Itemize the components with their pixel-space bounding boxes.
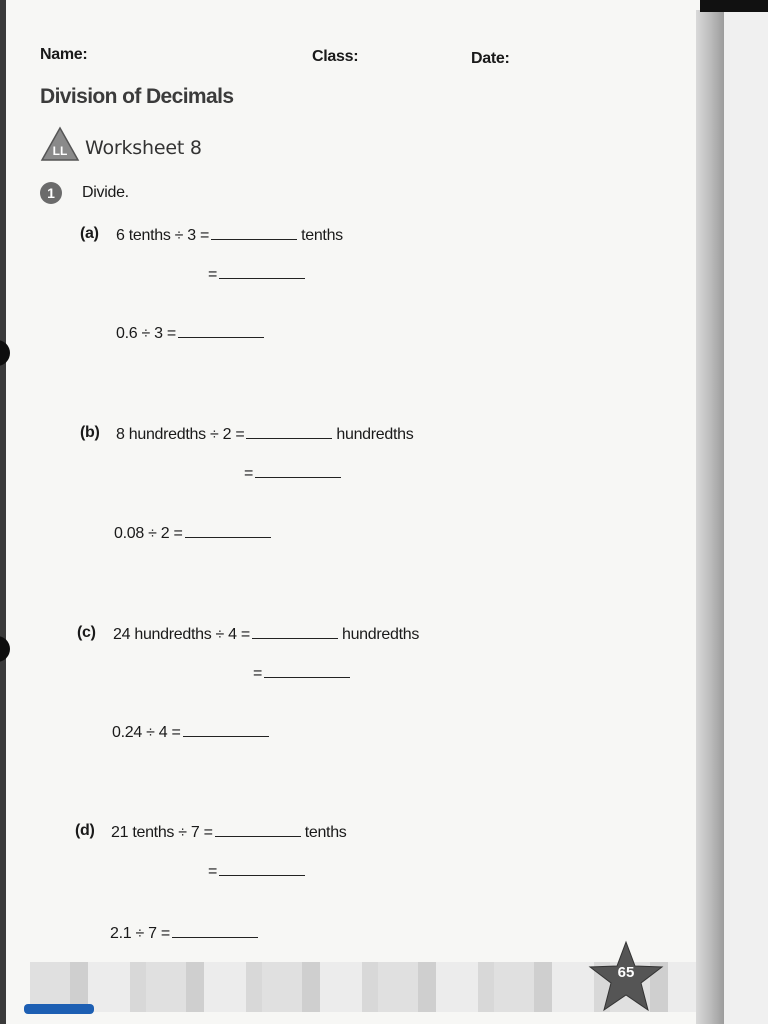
- part-label-c: (c): [77, 624, 96, 641]
- answer-blank[interactable]: [255, 463, 341, 478]
- part-a-decimal-expression: 0.6 ÷ 3 =: [116, 325, 176, 342]
- part-c-expression: 24 hundredths ÷ 4 =: [113, 626, 250, 643]
- page-stack-edge: [696, 10, 724, 1024]
- answer-blank[interactable]: [252, 624, 338, 639]
- part-b-decimal-expression: 0.08 ÷ 2 =: [114, 525, 183, 542]
- background-strip: [724, 0, 768, 1024]
- part-b-line2: [244, 463, 345, 483]
- answer-blank[interactable]: [172, 923, 258, 938]
- part-c-line3: [112, 722, 273, 742]
- part-b-unit: hundredths: [336, 426, 414, 443]
- answer-blank[interactable]: [215, 822, 301, 837]
- question-instruction: Divide.: [82, 184, 129, 201]
- part-c-decimal-expression: 0.24 ÷ 4 =: [112, 724, 181, 741]
- part-d-expression: 21 tenths ÷ 7 =: [111, 824, 213, 841]
- part-a-expression: 6 tenths ÷ 3 =: [116, 227, 210, 244]
- worksheet-label: Worksheet 8: [85, 137, 202, 159]
- punch-hole: [0, 636, 10, 662]
- answer-blank[interactable]: [185, 523, 271, 538]
- answer-blank[interactable]: [211, 225, 297, 240]
- background-corner: [700, 0, 768, 12]
- equals-sign: =: [253, 665, 263, 682]
- answer-blank[interactable]: [246, 424, 332, 439]
- equals-sign: =: [208, 266, 218, 283]
- badge-text: LL: [52, 144, 68, 158]
- answer-blank[interactable]: [219, 264, 305, 279]
- part-b-line1: [116, 424, 413, 444]
- part-c-line1: [113, 624, 419, 644]
- part-c-unit: hundredths: [341, 626, 420, 643]
- page-number: 65: [617, 964, 635, 981]
- part-c-line2: [253, 663, 354, 683]
- blue-mark: [24, 1004, 94, 1014]
- equals-sign: =: [208, 863, 218, 880]
- answer-blank[interactable]: [178, 323, 264, 338]
- part-b-expression: 8 hundredths ÷ 2 =: [116, 426, 245, 443]
- answer-blank[interactable]: [183, 722, 269, 737]
- part-label-a: (a): [80, 225, 99, 242]
- part-a-line1: [116, 225, 343, 245]
- part-a-unit: tenths: [301, 227, 343, 244]
- punch-hole: [0, 340, 10, 366]
- part-d-decimal-expression: 2.1 ÷ 7 =: [110, 925, 170, 942]
- part-d-line2: [208, 861, 309, 881]
- part-b-line3: [114, 523, 275, 543]
- part-label-b: (b): [80, 424, 100, 441]
- date-label: Date:: [471, 50, 510, 67]
- equals-sign: =: [244, 465, 254, 482]
- question-number: 1: [40, 182, 62, 204]
- part-label-d: (d): [75, 822, 95, 839]
- binding-edge: [0, 0, 6, 1024]
- part-d-line1: [111, 822, 347, 842]
- part-a-line2: [208, 264, 309, 284]
- triangle-badge-icon: [40, 126, 80, 162]
- answer-blank[interactable]: [264, 663, 350, 678]
- part-d-unit: tenths: [304, 824, 347, 841]
- page-title: Division of Decimals: [40, 85, 234, 108]
- answer-blank[interactable]: [219, 861, 305, 876]
- class-label: Class:: [312, 48, 359, 65]
- part-d-line3: [110, 923, 262, 943]
- name-label: Name:: [40, 46, 88, 63]
- part-a-line3: [116, 323, 268, 343]
